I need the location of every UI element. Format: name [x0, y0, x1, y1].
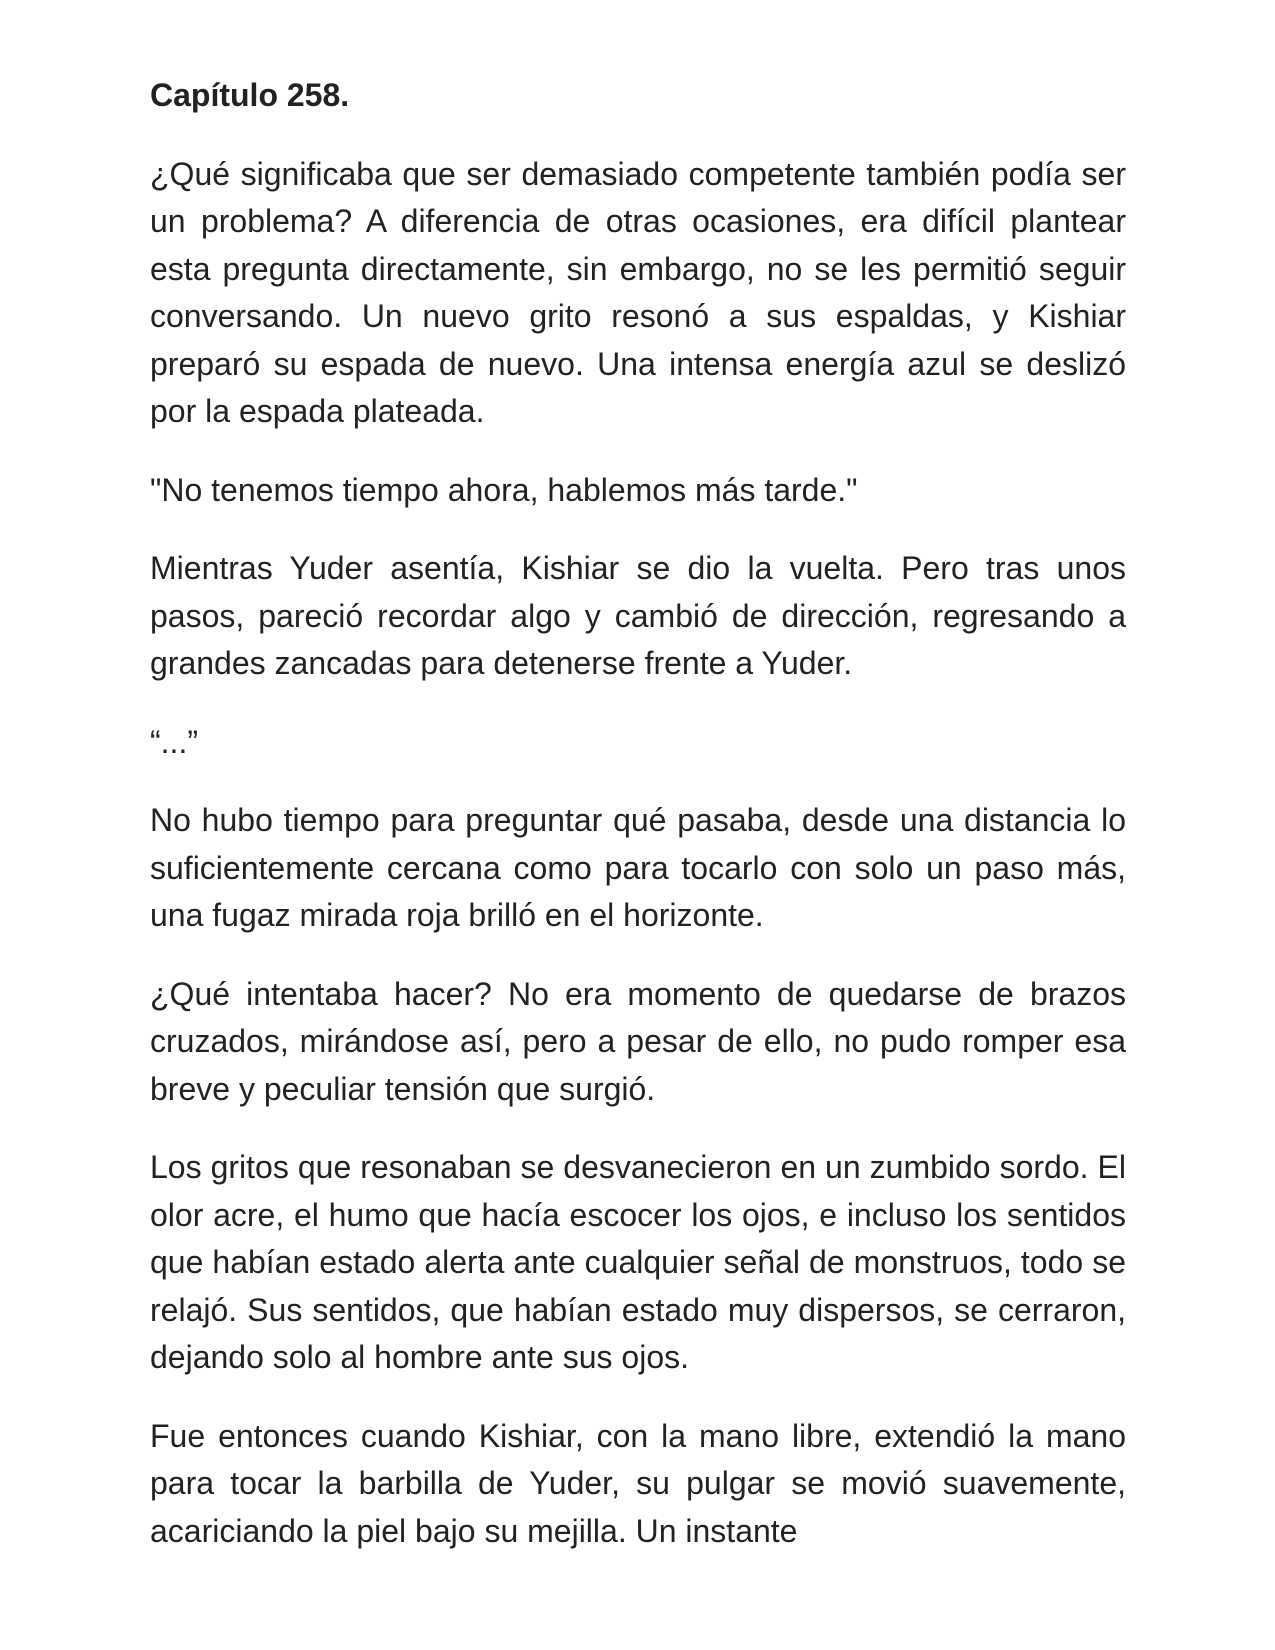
paragraph: Los gritos que resonaban se desvanecieron en un zumbido sordo. El olor acre, el humo que hacía escocer los ojos, e incluso los sentidos que habían estado alerta ante cualquier señal de monstruos, todo se relajó. Sus sentidos, que habían estado muy dispersos, se cerraron, dejando solo al hombre ante sus ojos. — [150, 1149, 1126, 1375]
paragraph: ¿Qué significaba que ser demasiado competente también podía ser un problema? A diferencia de otras ocasiones, era difícil plantear esta pregunta directamente, sin embargo, no se les permitió seguir conversando. Un nuevo grito resonó a sus espaldas, y Kishiar preparó su espada de nuevo. Una intensa energía azul se deslizó por la espada plateada. — [150, 155, 1126, 429]
paragraph: “...” — [150, 723, 198, 760]
paragraph: Mientras Yuder asentía, Kishiar se dio la vuelta. Pero tras unos pasos, pareció recordar algo y cambió de dirección, regresando a grandes zancadas para detenerse frente a Yuder. — [150, 550, 1126, 681]
paragraph: ¿Qué intentaba hacer? No era momento de quedarse de brazos cruzados, mirándose así, pero a pesar de ello, no pudo romper esa breve y peculiar tensión que surgió. — [150, 975, 1126, 1107]
chapter-title: Capítulo 258. — [150, 77, 350, 113]
paragraph: "No tenemos tiempo ahora, hablemos más tarde." — [150, 471, 858, 508]
document-page — [150, 72, 1126, 1586]
paragraph: Fue entonces cuando Kishiar, con la mano libre, extendió la mano para tocar la barbilla de Yuder, su pulgar se movió suavemente, acariciando la piel bajo su mejilla. Un instante — [150, 1417, 1126, 1549]
paragraph: No hubo tiempo para preguntar qué pasaba, desde una distancia lo suficientemente cercana como para tocarlo con solo un paso más, una fugaz mirada roja brilló en el horizonte. — [150, 802, 1126, 933]
